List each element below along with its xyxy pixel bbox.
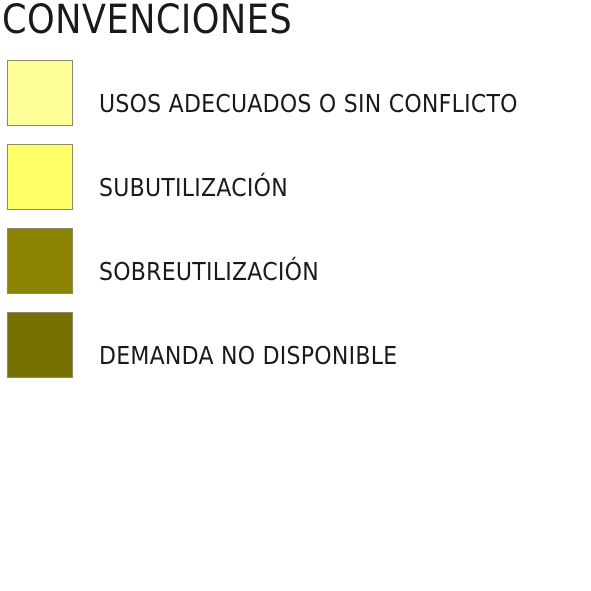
legend-label: SUBUTILIZACIÓN	[99, 173, 288, 202]
legend-swatch	[7, 144, 73, 210]
legend-swatch	[7, 312, 73, 378]
legend-item-sobreutilizacion	[7, 228, 587, 294]
legend-title: CONVENCIONES	[2, 0, 293, 43]
legend-swatch	[7, 60, 73, 126]
legend-list	[7, 60, 587, 396]
legend-label: DEMANDA NO DISPONIBLE	[99, 341, 398, 370]
legend-item-subutilizacion	[7, 144, 587, 210]
legend-swatch	[7, 228, 73, 294]
legend-item-demanda-no-disponible	[7, 312, 587, 378]
legend-item-usos-adecuados	[7, 60, 587, 126]
legend-label: SOBREUTILIZACIÓN	[99, 257, 319, 286]
legend-label: USOS ADECUADOS O SIN CONFLICTO	[99, 89, 518, 118]
